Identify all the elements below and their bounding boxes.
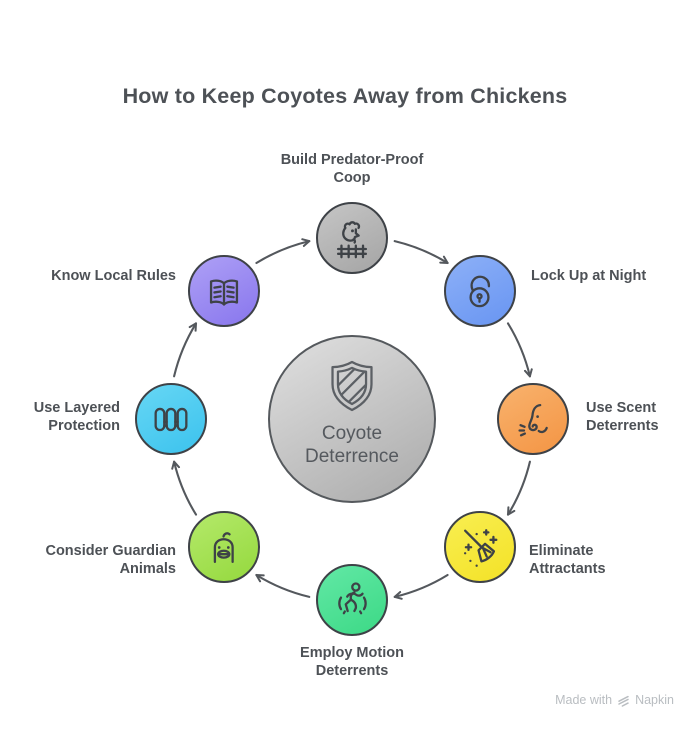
node-circle-guardian xyxy=(188,511,260,583)
arrow-scent-to-attractants xyxy=(508,462,530,515)
center-hub xyxy=(268,335,436,503)
watermark xyxy=(555,693,674,707)
napkin-logo-icon xyxy=(617,694,630,707)
label-rules: Know Local Rules xyxy=(51,268,176,284)
arrow-motion-to-guardian xyxy=(256,575,309,597)
duck-icon xyxy=(201,524,247,570)
node-circle-motion xyxy=(316,564,388,636)
open-book-icon xyxy=(201,268,247,314)
label-attractants: Eliminate Attractants xyxy=(529,543,606,577)
arrow-layered-to-rules xyxy=(174,323,196,376)
watermark-prefix: Made with xyxy=(555,693,613,707)
watermark-brand: Napkin xyxy=(635,693,674,707)
broom-icon xyxy=(457,524,503,570)
label-motion: Employ Motion Deterrents xyxy=(300,645,404,679)
label-coop: Build Predator-Proof Coop xyxy=(280,152,424,186)
arrow-guardian-to-layered xyxy=(174,462,196,515)
fence-icon xyxy=(148,396,194,442)
label-layered: Use Layered Protection xyxy=(33,400,120,434)
arrow-lock-to-scent xyxy=(508,323,530,376)
node-circle-scent xyxy=(497,383,569,455)
node-circle-lock xyxy=(444,255,516,327)
node-circle-attractants xyxy=(444,511,516,583)
runner-icon xyxy=(329,577,375,623)
label-scent: Use Scent Deterrents xyxy=(586,400,659,434)
node-circle-rules xyxy=(188,255,260,327)
node-circle-layered xyxy=(135,383,207,455)
arrow-coop-to-lock xyxy=(395,241,448,263)
page-title: How to Keep Coyotes Away from Chickens xyxy=(122,84,568,108)
label-lock: Lock Up at Night xyxy=(531,268,647,284)
shield-icon xyxy=(323,357,381,415)
center-label: Coyote Deterrence xyxy=(305,423,399,467)
nose-icon xyxy=(510,396,556,442)
arrow-rules-to-coop xyxy=(256,241,309,263)
open-padlock-icon xyxy=(457,268,503,314)
label-guardian: Consider Guardian Animals xyxy=(45,543,176,577)
arrow-attractants-to-motion xyxy=(395,575,448,597)
chicken-fence-icon xyxy=(329,215,375,261)
node-circle-coop xyxy=(316,202,388,274)
